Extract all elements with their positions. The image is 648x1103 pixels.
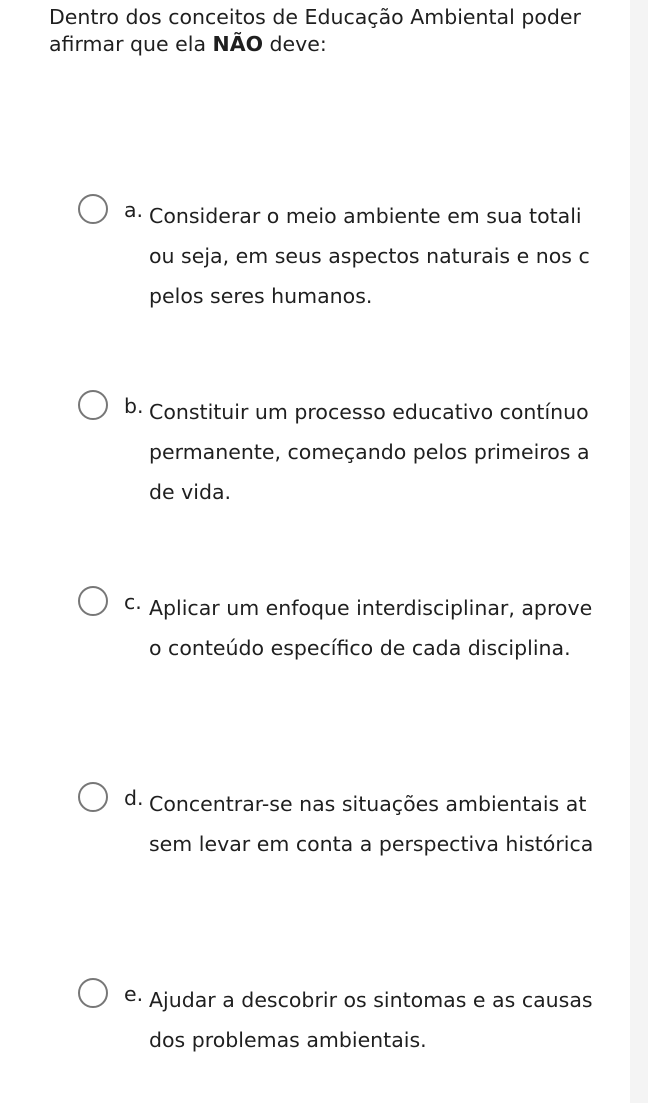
option-a-letter: a. — [124, 198, 144, 222]
question-line-1: Dentro dos conceitos de Educação Ambiental poder — [49, 5, 581, 29]
option-e-text[interactable] — [149, 980, 596, 1060]
option-b[interactable] — [0, 390, 596, 530]
option-e-line-2: dos problemas ambientais. — [149, 1028, 427, 1052]
option-c-radio[interactable] — [78, 586, 108, 616]
option-b-line-2: permanente, começando pelos primeiros a — [149, 440, 590, 464]
option-b-line-1: Constituir um processo educativo contínuo — [149, 400, 589, 424]
option-d-letter: d. — [124, 786, 144, 810]
option-e-radio[interactable] — [78, 978, 108, 1008]
option-c-letter: c. — [124, 590, 142, 614]
option-a-line-1: Considerar o meio ambiente em sua totali — [149, 204, 582, 228]
option-e-line-1: Ajudar a descobrir os sintomas e as causas — [149, 988, 593, 1012]
option-a-line-2: ou seja, em seus aspectos naturais e nos c — [149, 244, 590, 268]
question-line-2 — [49, 31, 596, 58]
option-a-line-3: pelos seres humanos. — [149, 284, 373, 308]
option-c-line-1: Aplicar um enfoque interdisciplinar, aprove — [149, 596, 593, 620]
option-b-line-3: de vida. — [149, 480, 232, 504]
option-e[interactable] — [0, 978, 596, 1103]
option-b-letter: b. — [124, 394, 144, 418]
option-b-text[interactable] — [149, 392, 596, 512]
question-emphasis: NÃO — [212, 32, 263, 56]
question-line-2-suffix: deve: — [263, 32, 327, 56]
option-d-radio[interactable] — [78, 782, 108, 812]
option-c[interactable] — [0, 586, 596, 726]
option-a-radio[interactable] — [78, 194, 108, 224]
question-text — [49, 4, 596, 58]
option-d-text[interactable] — [149, 784, 596, 864]
option-e-letter: e. — [124, 982, 144, 1006]
option-c-text[interactable] — [149, 588, 596, 668]
option-d-line-2: sem levar em conta a perspectiva histórica — [149, 832, 594, 856]
question-line-2-prefix: afirmar que ela — [49, 32, 213, 56]
option-b-radio[interactable] — [78, 390, 108, 420]
option-a-text[interactable] — [149, 196, 596, 316]
option-c-line-2: o conteúdo específico de cada disciplina. — [149, 636, 571, 660]
right-edge-strip — [630, 0, 648, 1103]
option-a[interactable] — [0, 194, 596, 334]
option-d-line-1: Concentrar-se nas situações ambientais at — [149, 792, 587, 816]
option-d[interactable] — [0, 782, 596, 922]
